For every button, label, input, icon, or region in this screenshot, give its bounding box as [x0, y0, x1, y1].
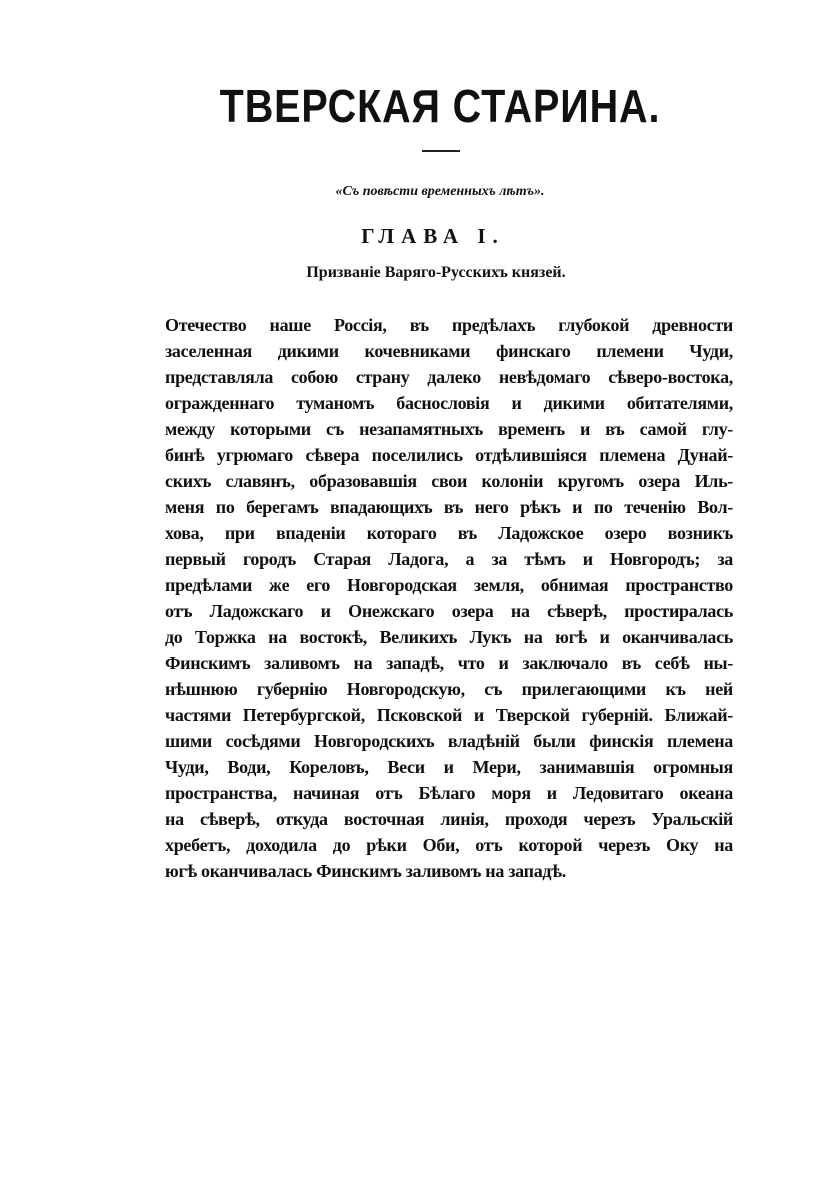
text-line: Чуди, Води, Кореловъ, Веси и Мери, занимавшiя огромныя: [165, 757, 733, 777]
text-line: отъ Ладожскаго и Онежскаго озера на сѣверѣ, простиралась: [165, 601, 733, 621]
text-line: югѣ оканчивалась Финскимъ заливомъ на западѣ.: [165, 861, 566, 881]
text-line: заселенная дикими кочевниками финскаго племени Чуди,: [165, 341, 733, 361]
page-title: ТВЕРСКАЯ СТАРИНА.: [219, 80, 661, 132]
text-line: скихъ славянъ, образовавшiя свои колонiи кругомъ озера Иль-: [165, 471, 733, 491]
body-text: [165, 312, 733, 884]
text-line: шими сосѣдями Новгородскихъ владѣнiй были финскiя племена: [165, 731, 733, 751]
text-line: предѣлами же его Новгородская земля, обнимая пространство: [165, 575, 733, 595]
title-divider: [422, 150, 460, 152]
text-line: хребетъ, доходила до рѣки Оби, отъ которой черезъ Оку на: [165, 835, 733, 855]
text-line: огражденнаго туманомъ баснословiя и дикими обитателями,: [165, 393, 733, 413]
text-line: до Торжка на востокѣ, Великихъ Лукъ на югѣ и оканчивалась: [165, 627, 733, 647]
text-line: первый городъ Старая Ладога, а за тѣмъ и Новгородъ; за: [165, 549, 733, 569]
text-line: Финскимъ заливомъ на западѣ, что и заключало въ себѣ ны-: [165, 653, 733, 673]
text-line: бинѣ угрюмаго сѣвера поселились отдѣлившiяся племена Дунай-: [165, 445, 733, 465]
chapter-heading: ГЛАВА I.: [361, 224, 505, 248]
text-line: между которыми съ незапамятныхъ временъ и въ самой глу-: [165, 419, 733, 439]
text-line: хова, при впаденiи котораго въ Ладожское озеро возникъ: [165, 523, 733, 543]
text-line: Отечество наше Россiя, въ предѣлахъ глубокой древности: [165, 315, 733, 335]
text-line: на сѣверѣ, откуда восточная линiя, проходя черезъ Уральскiй: [165, 809, 733, 829]
chapter-subtitle: Призванiе Варяго-Русскихъ князей.: [306, 264, 566, 281]
text-line: меня по берегамъ впадающихъ въ него рѣкъ и по теченiю Вол-: [165, 497, 733, 517]
epigraph: «Съ повѣсти временныхъ лѣтъ».: [335, 184, 545, 199]
text-line: пространства, начиная отъ Бѣлаго моря и Ледовитаго океана: [165, 783, 733, 803]
text-line: частями Петербургской, Псковской и Тверской губернiй. Ближай-: [165, 705, 733, 725]
text-line: представляла собою страну далеко невѣдомаго сѣверо-востока,: [165, 367, 733, 387]
text-line: нѣшнюю губернiю Новгородскую, съ прилегающими къ ней: [165, 679, 733, 699]
